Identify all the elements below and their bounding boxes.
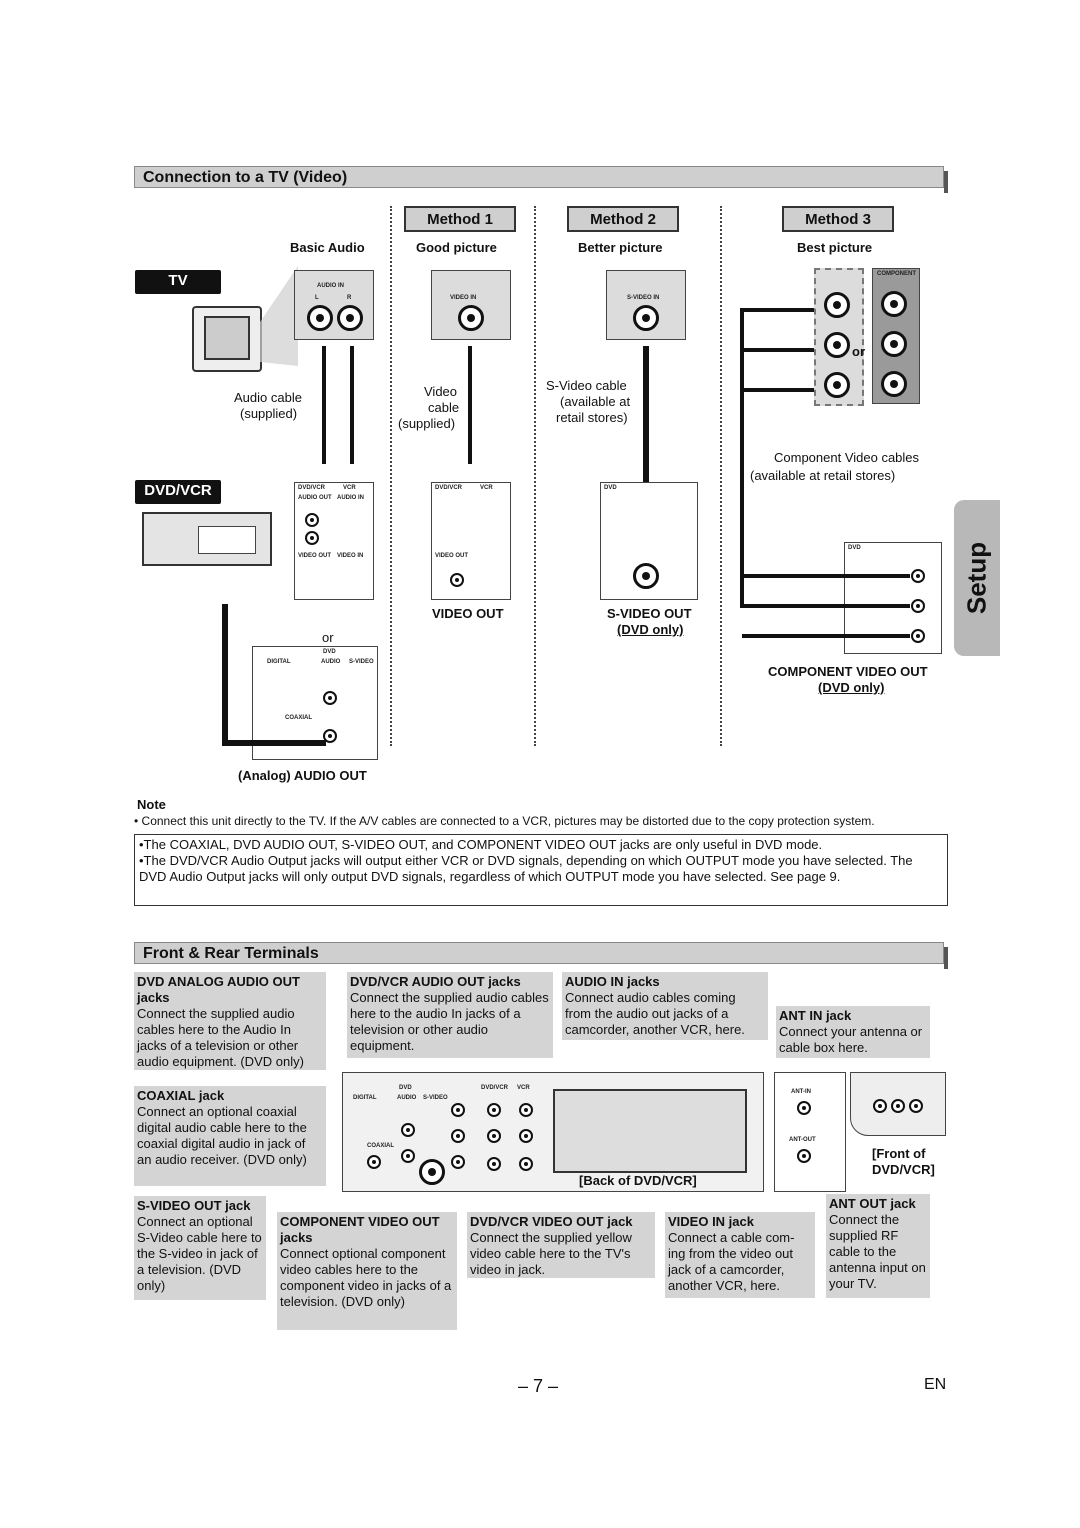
front-jack[interactable] <box>873 1099 887 1113</box>
tv-label: TV <box>135 270 221 294</box>
tv-audio-r-jack[interactable] <box>337 305 363 331</box>
back-coaxial-jack[interactable] <box>367 1155 381 1169</box>
note-line: • Connect this unit directly to the TV. If the A/V cables are connected to a VCR, pictures may be distorted due to the copy protection system. <box>134 814 875 828</box>
back-panel: DVD DIGITAL AUDIO S-VIDEO COAXIAL DVD/VCR VCR [Back of DVD/VCR] <box>342 1072 764 1192</box>
language-code: EN <box>924 1376 947 1393</box>
dvdvcr-audio-l-jack[interactable] <box>305 513 319 527</box>
svideo-dvd-only: (DVD only) <box>617 622 684 637</box>
callout-video-in: VIDEO IN jack Connect a cable com- ing from the video out jack of a camcorder, another VCR, here. <box>665 1212 815 1298</box>
svideo-cable-label: S-Video cable <box>546 378 627 393</box>
tv-video-in-jack[interactable] <box>458 305 484 331</box>
video-cable-label: Video <box>424 384 458 399</box>
front-label-1: [Front of <box>872 1146 926 1161</box>
video-out-label: VIDEO OUT <box>432 606 504 621</box>
front-jack[interactable] <box>891 1099 905 1113</box>
note-title: Note <box>137 797 166 812</box>
dvd-audio-l-jack[interactable] <box>323 691 337 705</box>
audio-cable-left <box>322 346 326 464</box>
method-2-sub: Better picture <box>578 240 663 255</box>
svideo-cable-label-3: retail stores) <box>556 410 628 425</box>
component-dvd-only: (DVD only) <box>818 680 885 695</box>
tv-component-pb-jack[interactable] <box>824 332 850 358</box>
method-2-label: Method 2 <box>567 206 679 232</box>
tv-component-pr-jack[interactable] <box>824 372 850 398</box>
tv-svideo-in-panel: S-VIDEO IN <box>606 270 686 340</box>
tv-component-panel-1 <box>814 268 864 406</box>
antenna-panel: ANT-IN ANT-OUT <box>774 1072 846 1192</box>
audio-cable-right <box>350 346 354 464</box>
callout-component-video: COMPONENT VIDEO OUT jacks Connect optional component video cables here to the component video in jacks of a television. (DVD only) <box>277 1212 457 1330</box>
back-svideo-jack[interactable] <box>419 1159 445 1185</box>
tv-component-cr-jack[interactable] <box>881 371 907 397</box>
component-cable <box>742 634 910 638</box>
back-comp-cr-jack[interactable] <box>451 1155 465 1169</box>
callout-dvdvcr-video-out: DVD/VCR VIDEO OUT jack Connect the supplied yellow video cable here to the TV's video in jack. <box>467 1212 655 1278</box>
component-cable <box>740 308 744 608</box>
back-dvdvcr-video-out-jack[interactable] <box>487 1157 501 1171</box>
method-3-sub: Best picture <box>797 240 873 255</box>
video-cable-label-2: cable <box>428 400 460 415</box>
component-cables-label-2: (available at retail stores) <box>750 468 896 483</box>
svideo-cable-label-2: (available at <box>560 394 631 409</box>
method-3-label: Method 3 <box>782 206 894 232</box>
back-dvdvcr-audio-r-jack[interactable] <box>487 1129 501 1143</box>
method-1-label: Method 1 <box>404 206 516 232</box>
tv-video-in-panel: VIDEO IN <box>431 270 511 340</box>
divider <box>534 206 536 746</box>
dvd-component-out-panel: DVD <box>844 542 942 654</box>
video-cable <box>468 346 472 464</box>
or-label-1: or <box>322 630 334 645</box>
tv-component-cb-jack[interactable] <box>881 331 907 357</box>
note-box-item-2: •The DVD/VCR Audio Output jacks will output either VCR or DVD signals, depending on which OUTPUT mode you have selected. The DVD Audio Output jacks will only output DVD signals, regardless of which OUTPUT mode you have selected. See page 9. <box>139 853 913 884</box>
dvd-component-y-jack[interactable] <box>911 569 925 583</box>
callout-ant-out: ANT OUT jack Connect the supplied RF cable to the antenna input on your TV. <box>826 1194 930 1298</box>
front-label-2: DVD/VCR] <box>872 1162 935 1177</box>
back-label: [Back of DVD/VCR] <box>579 1173 697 1188</box>
back-dvd-audio-l-jack[interactable] <box>401 1123 415 1137</box>
audio-cable-supplied: (supplied) <box>240 406 298 421</box>
component-cables-label: Component Video cables <box>774 450 920 465</box>
callout-svideo-out: S-VIDEO OUT jack Connect an optional S-Video cable here to the S-video in jack of a television. (DVD only) <box>134 1196 266 1300</box>
front-panel <box>850 1072 946 1136</box>
back-comp-cb-jack[interactable] <box>451 1129 465 1143</box>
cable-path <box>222 740 326 746</box>
svideo-out-label: S-VIDEO OUT <box>607 606 692 621</box>
setup-tab[interactable]: Setup <box>954 500 1000 656</box>
or-label-2: or <box>852 344 865 359</box>
dvdvcr-audio-panel: DVD/VCR VCR AUDIO OUT AUDIO IN VIDEO OUT VIDEO IN <box>294 482 374 600</box>
back-dvdvcr-audio-l-jack[interactable] <box>487 1103 501 1117</box>
front-jack[interactable] <box>909 1099 923 1113</box>
svideo-cable <box>643 346 649 496</box>
dvd-component-cr-jack[interactable] <box>911 629 925 643</box>
basic-audio-label: Basic Audio <box>290 240 365 255</box>
note-box-item-1: •The COAXIAL, DVD AUDIO OUT, S-VIDEO OUT, and COMPONENT VIDEO OUT jacks are only useful in DVD mode. <box>139 837 823 852</box>
tv-audio-in-panel: AUDIO IN L R <box>294 270 374 340</box>
callout-ant-in: ANT IN jack Connect your antenna or cable box here. <box>776 1006 930 1058</box>
section-title-connection: Connection to a TV (Video) <box>134 166 944 188</box>
callout-dvd-analog-audio-out: DVD ANALOG AUDIO OUT jacks Connect the supplied audio cables here to the Audio In jacks of a television or other audio equipment. (DVD only) <box>134 972 326 1070</box>
tv-component-y2-jack[interactable] <box>881 291 907 317</box>
component-cable <box>742 308 814 312</box>
back-comp-y-jack[interactable] <box>451 1103 465 1117</box>
callout-audio-in: AUDIO IN jacks Connect audio cables coming from the audio out jacks of a camcorder, another VCR, here. <box>562 972 768 1040</box>
dvdvcr-unit-icon <box>142 512 272 566</box>
video-cable-label-3: (supplied) <box>398 416 456 431</box>
analog-audio-out-label: (Analog) AUDIO OUT <box>238 768 367 783</box>
tv-component-y-jack[interactable] <box>824 292 850 318</box>
component-video-out-label: COMPONENT VIDEO OUT <box>768 664 928 679</box>
tv-component-panel-2: COMPONENT <box>872 268 920 404</box>
component-cable <box>742 348 814 352</box>
dvdvcr-audio-r-jack[interactable] <box>305 531 319 545</box>
tv-svideo-in-jack[interactable] <box>633 305 659 331</box>
dvdvcr-label: DVD/VCR <box>135 480 221 504</box>
audio-cable-label: Audio cable <box>234 390 302 405</box>
back-audio-in-r-jack[interactable] <box>519 1129 533 1143</box>
back-audio-in-l-jack[interactable] <box>519 1103 533 1117</box>
ant-in-jack[interactable] <box>797 1101 811 1115</box>
dvdvcr-video-out-panel: DVD/VCR VCR VIDEO OUT <box>431 482 511 600</box>
dvd-svideo-out-jack[interactable] <box>633 563 659 589</box>
cable-path <box>222 604 228 744</box>
callout-coaxial: COAXIAL jack Connect an optional coaxial digital audio cable here to the coaxial digital audio in jack of an audio receiver. (DVD only) <box>134 1086 326 1186</box>
ant-out-jack[interactable] <box>797 1149 811 1163</box>
back-dvd-audio-r-jack[interactable] <box>401 1149 415 1163</box>
tv-audio-l-jack[interactable] <box>307 305 333 331</box>
dvd-svideo-out-panel: DVD <box>600 482 698 600</box>
divider <box>390 206 392 746</box>
component-cable <box>742 574 910 578</box>
page-number: – 7 – <box>518 1376 559 1396</box>
component-cable <box>742 604 910 608</box>
component-cable <box>742 388 814 392</box>
section-title-terminals: Front & Rear Terminals <box>134 942 944 964</box>
dvdvcr-video-out-jack[interactable] <box>450 573 464 587</box>
divider <box>720 206 722 746</box>
back-video-in-jack[interactable] <box>519 1157 533 1171</box>
note-box <box>134 834 948 906</box>
method-1-sub: Good picture <box>416 240 497 255</box>
dvd-analog-audio-panel: DVD DIGITAL AUDIO S-VIDEO COAXIAL <box>252 646 378 760</box>
callout-dvdvcr-audio-out: DVD/VCR AUDIO OUT jacks Connect the supplied audio cables here to the audio In jacks of a television or other audio equipment. <box>347 972 553 1058</box>
dvd-component-cb-jack[interactable] <box>911 599 925 613</box>
